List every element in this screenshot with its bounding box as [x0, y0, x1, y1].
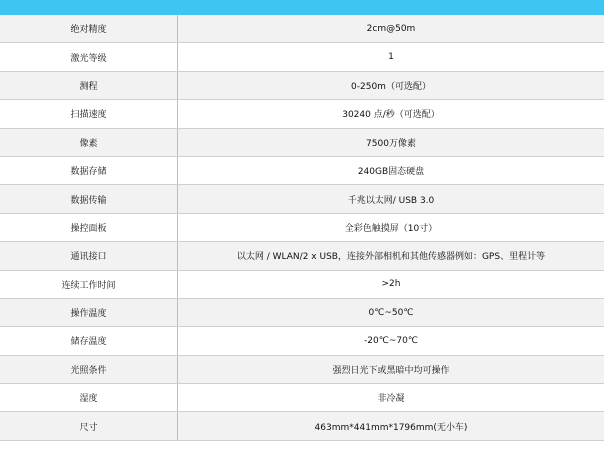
spec-value: 强烈日光下或黑暗中均可操作 — [332, 365, 450, 376]
spec-label: 操控面板 — [0, 214, 178, 241]
spec-label: 光照条件 — [0, 356, 178, 383]
spec-value: 1 — [388, 52, 394, 63]
spec-value: 7500万像素 — [366, 138, 416, 149]
spec-label: 湿度 — [0, 384, 178, 411]
spec-label: 数据传输 — [0, 185, 178, 212]
spec-label: 储存温度 — [0, 327, 178, 354]
spec-value: 2cm@50m — [366, 23, 416, 34]
spec-rows — [0, 15, 604, 441]
spec-label: 尺寸 — [0, 412, 178, 439]
table-row — [0, 299, 604, 327]
spec-label: 扫描速度 — [0, 100, 178, 127]
spec-value: 30240 点/秒（可选配） — [342, 110, 440, 121]
spec-value: 全彩色触摸屏（10寸） — [344, 223, 438, 234]
table-row — [0, 271, 604, 299]
spec-label: 连续工作时间 — [0, 271, 178, 298]
spec-value: 463mm*441mm*1796mm(无小车) — [314, 422, 468, 433]
table-row — [0, 242, 604, 270]
spec-value: 以太网 / WLAN/2 x USB，连接外部相机和其他传感器例如：GPS、里程计等 — [236, 252, 546, 263]
table-row — [0, 214, 604, 242]
table-row — [0, 129, 604, 157]
table-row — [0, 72, 604, 100]
spec-value: -20℃~70℃ — [364, 335, 418, 346]
bottom-margin — [0, 441, 604, 451]
spec-label: 像素 — [0, 129, 178, 156]
spec-value: 240GB固态硬盘 — [357, 167, 425, 178]
table-row — [0, 412, 604, 440]
spec-value: >2h — [381, 279, 401, 290]
spec-value: 千兆以太网/ USB 3.0 — [347, 195, 435, 206]
table-row — [0, 43, 604, 71]
spec-label: 激光等级 — [0, 43, 178, 70]
spec-label: 操作温度 — [0, 299, 178, 326]
table-row — [0, 327, 604, 355]
spec-label: 通讯接口 — [0, 242, 178, 269]
table-row — [0, 185, 604, 213]
table-row — [0, 157, 604, 185]
table-header-bar — [0, 0, 604, 15]
table-row — [0, 356, 604, 384]
spec-value: 0℃~50℃ — [368, 307, 414, 318]
table-row — [0, 384, 604, 412]
spec-value: 非冷凝 — [377, 394, 405, 405]
spec-label: 绝对精度 — [0, 15, 178, 42]
table-row — [0, 100, 604, 128]
spec-value: 0-250m（可选配） — [351, 81, 431, 92]
table-row — [0, 15, 604, 43]
spec-label: 数据存储 — [0, 157, 178, 184]
spec-label: 测程 — [0, 72, 178, 99]
